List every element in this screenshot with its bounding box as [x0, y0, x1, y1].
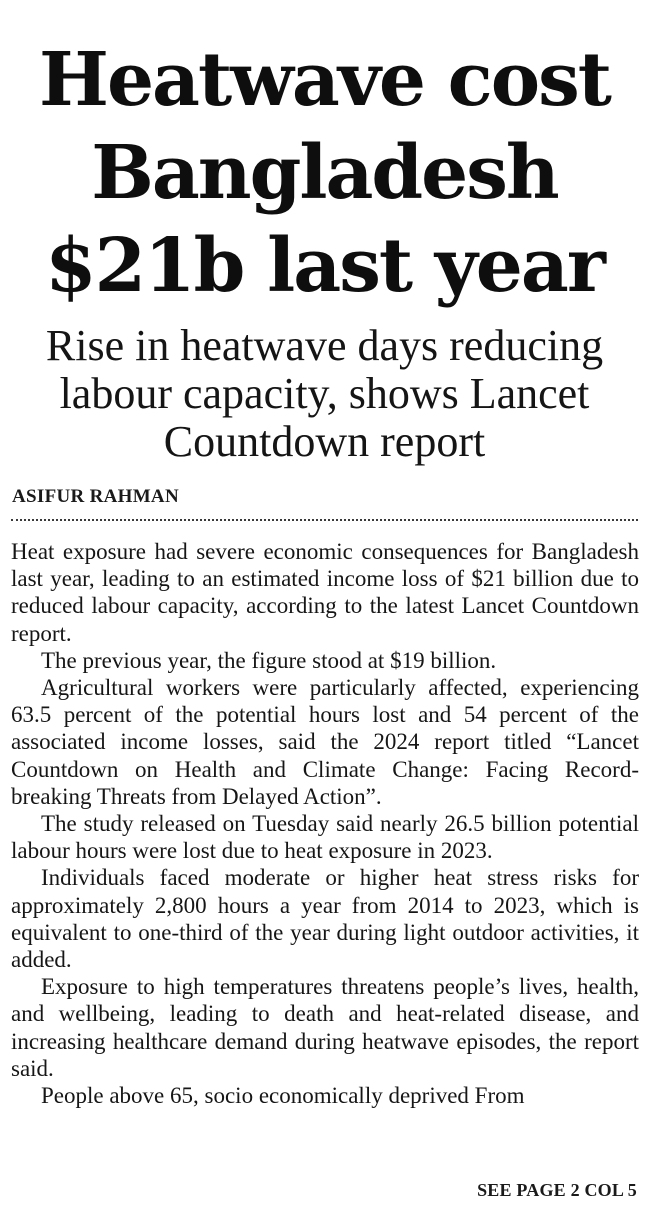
paragraph: The previous year, the figure stood at $19 billion.	[41, 647, 497, 673]
paragraph: Agricultural workers were particularly affected, experiencing 63.5 percent of the potential hours lost and 54 percent of the associated income losses, said the 2024 report titled “Lancet Countdown on Health and Climate Change: Facing Record-breaking Threats from Delayed Action”.	[11, 675, 639, 809]
continuation-note: SEE PAGE 2 COL 5	[477, 1180, 637, 1200]
paragraph: The study released on Tuesday said nearly 26.5 billion potential labour hours were lost due to heat exposure in 2023.	[11, 811, 639, 864]
paragraph: Individuals faced moderate or higher heat stress risks for approximately 2,800 hours a year from 2014 to 2023, which is equivalent to one-third of the year during light outdoor activities, it added.	[11, 865, 639, 973]
paragraph: Exposure to high temperatures threatens people’s lives, health, and wellbeing, leading to death and heat-related disease, and increasing healthcare demand during heatwave episodes, the report said.	[11, 974, 639, 1081]
paragraph: People above 65, socio economically deprived From	[41, 1083, 525, 1109]
byline: ASIFUR RAHMAN	[12, 486, 179, 507]
paragraph: Heat exposure had severe economic consequences for Bangladesh last year, leading to an estimated income loss of $21 billion due to reduced labour capacity, according to the latest Lancet Countdown report.	[11, 539, 639, 646]
headline: Heatwave cost Bangladesh $21b last year	[39, 37, 610, 309]
article-body	[11, 538, 639, 1109]
dotted-divider	[11, 519, 638, 521]
subheadline: Rise in heatwave days reducing labour capacity, shows Lancet Countdown report	[45, 321, 604, 466]
